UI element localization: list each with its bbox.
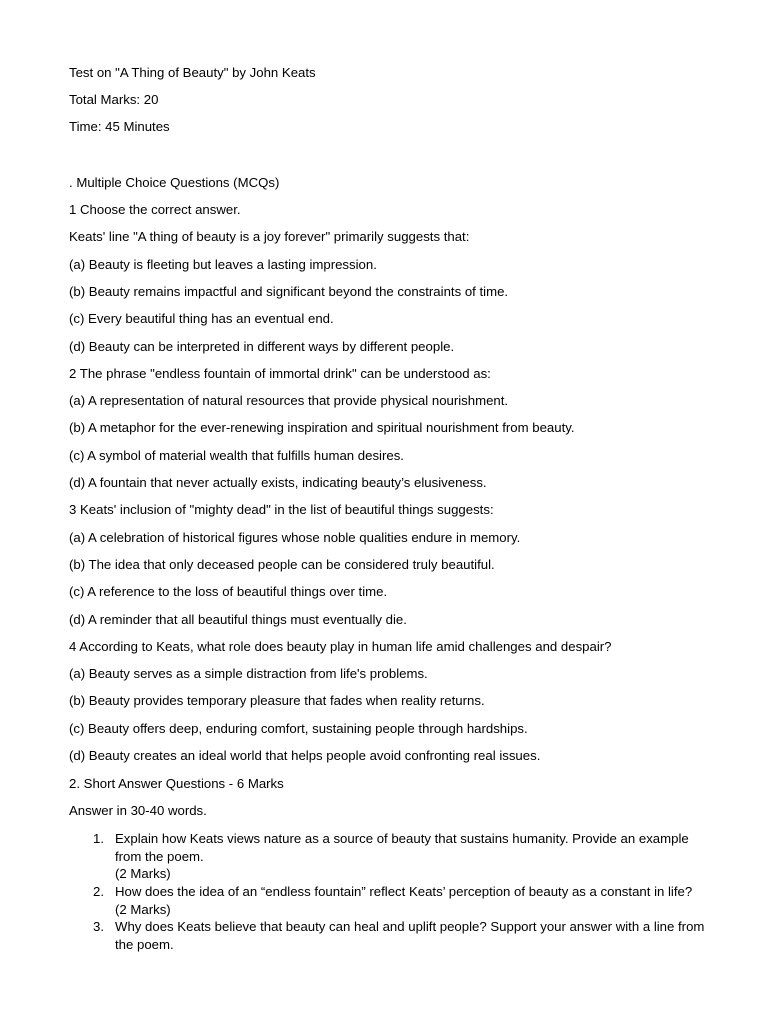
question-2-option-c: (c) A symbol of material wealth that fulfills human desires. (69, 448, 404, 463)
question-4-option-c: (c) Beauty offers deep, enduring comfort, sustaining people through hardships. (69, 721, 528, 736)
item-number: 1. (93, 831, 104, 846)
question-2-option-d: (d) A fountain that never actually exists, indicating beauty’s elusiveness. (69, 475, 487, 490)
question-3-stem: 3 Keats' inclusion of "mighty dead" in the list of beautiful things suggests: (69, 502, 494, 517)
question-4-option-a: (a) Beauty serves as a simple distraction from life's problems. (69, 666, 428, 681)
item-marks: (2 Marks) (115, 866, 171, 881)
section2-instruction: Answer in 30-40 words. (69, 803, 207, 818)
item-text: How does the idea of an “endless fountain” reflect Keats’ perception of beauty as a constant in life? (115, 884, 693, 899)
question-3-option-d: (d) A reminder that all beautiful things must eventually die. (69, 612, 407, 627)
time-allowed: Time: 45 Minutes (69, 119, 170, 134)
test-title: Test on "A Thing of Beauty" by John Keats (69, 65, 316, 80)
question-1-stem: Keats' line "A thing of beauty is a joy forever" primarily suggests that: (69, 229, 470, 244)
short-answer-item-2 (69, 883, 709, 918)
question-3-option-c: (c) A reference to the loss of beautiful things over time. (69, 584, 388, 599)
question-4-option-d: (d) Beauty creates an ideal world that helps people avoid confronting real issues. (69, 748, 541, 763)
item-marks: (2 Marks) (115, 901, 171, 917)
question-3-option-a: (a) A celebration of historical figures whose noble qualities endure in memory. (69, 530, 521, 545)
item-number: 3. (93, 919, 104, 934)
question-1-option-c: (c) Every beautiful thing has an eventual end. (69, 311, 334, 326)
question-2-stem: 2 The phrase "endless fountain of immortal drink" can be understood as: (69, 366, 491, 381)
total-marks: Total Marks: 20 (69, 92, 159, 107)
question-2-option-a: (a) A representation of natural resources that provide physical nourishment. (69, 393, 509, 408)
question-1-option-d: (d) Beauty can be interpreted in different ways by different people. (69, 339, 455, 354)
section1-heading: . Multiple Choice Questions (MCQs) (69, 175, 280, 190)
question-1-option-a: (a) Beauty is fleeting but leaves a lasting impression. (69, 257, 377, 272)
section1-instruction: 1 Choose the correct answer. (69, 202, 241, 217)
short-answer-item-3 (69, 918, 709, 953)
question-4-option-b: (b) Beauty provides temporary pleasure that fades when reality returns. (69, 693, 485, 708)
short-answer-item-1 (69, 830, 709, 883)
question-4-stem: 4 According to Keats, what role does beauty play in human life amid challenges and despair? (69, 639, 612, 654)
item-text: Explain how Keats views nature as a source of beauty that sustains humanity. Provide an example from the poem. (115, 831, 689, 864)
question-1-option-b: (b) Beauty remains impactful and significant beyond the constraints of time. (69, 284, 509, 299)
item-text: Why does Keats believe that beauty can heal and uplift people? Support your answer with a line from the poem. (115, 919, 705, 952)
section2-heading: 2. Short Answer Questions - 6 Marks (69, 776, 284, 791)
item-number: 2. (93, 884, 104, 899)
question-2-option-b: (b) A metaphor for the ever-renewing inspiration and spiritual nourishment from beauty. (69, 420, 575, 435)
question-3-option-b: (b) The idea that only deceased people can be considered truly beautiful. (69, 557, 495, 572)
